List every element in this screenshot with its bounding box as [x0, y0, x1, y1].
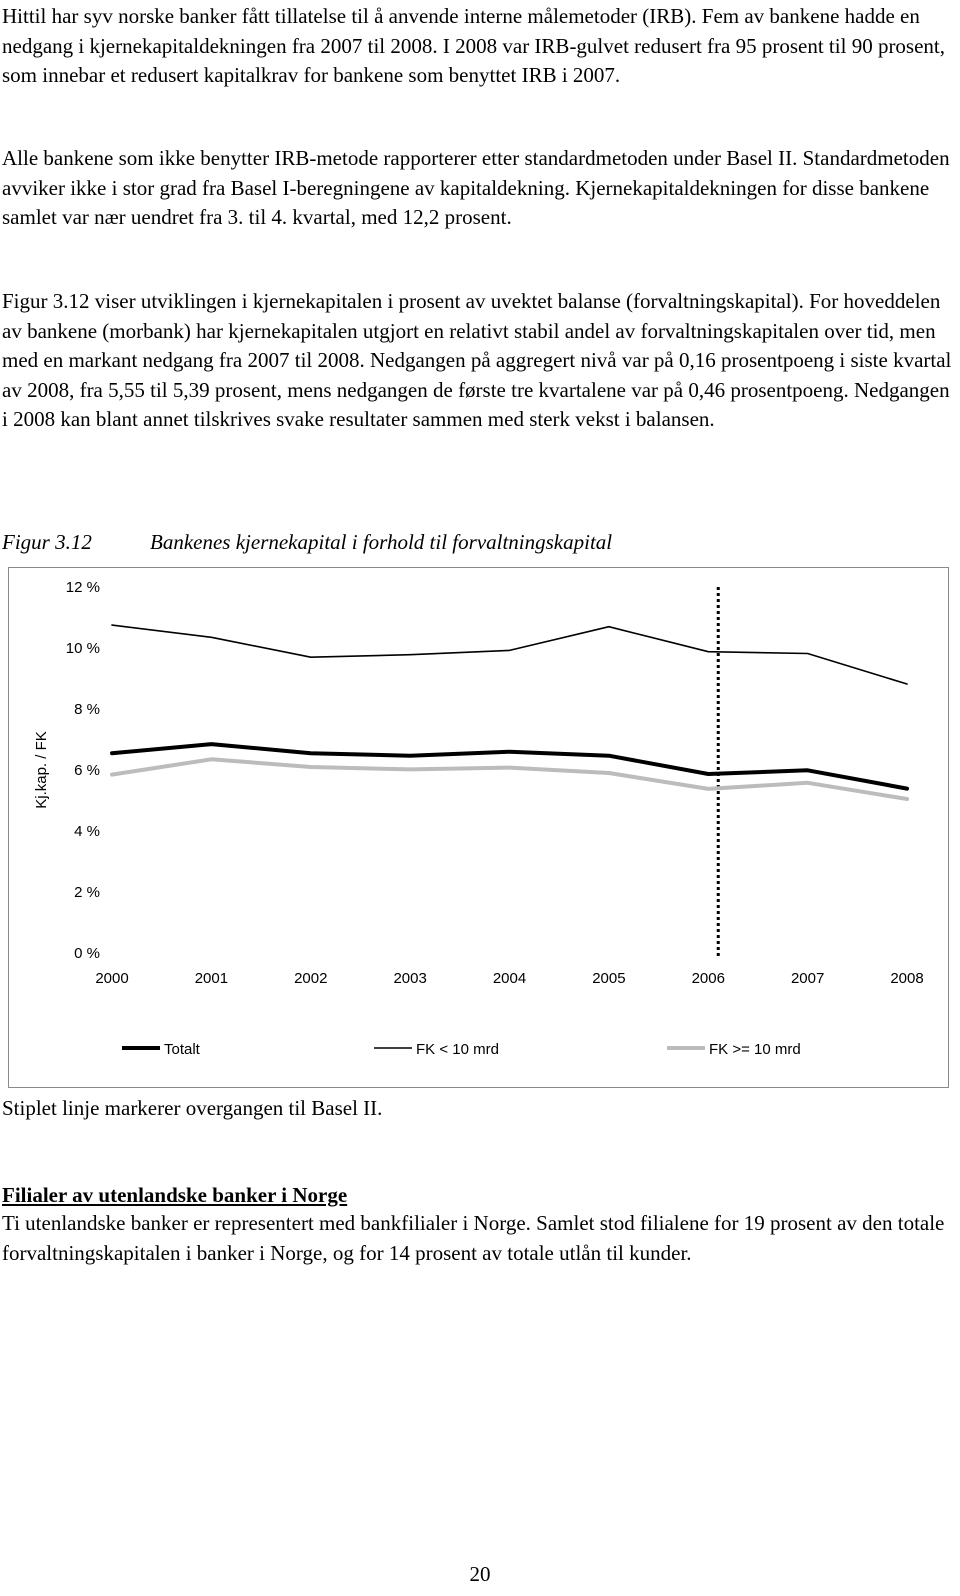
legend-label: FK >= 10 mrd [709, 1041, 801, 1058]
section-heading: Filialer av utenlandske banker i Norge [2, 1183, 348, 1207]
chart-frame [8, 567, 949, 1088]
series-line [112, 759, 907, 799]
paragraph-standardmetoden: Alle bankene som ikke benytter IRB-metode rapporterer etter standardmetoden under Basel II. Standardmetoden avviker ikke i stor grad fra Basel I-beregningene av kapitaldekning. Kjernekapitaldekningen for disse bankene samlet var nær uendret fra 3. til 4. kvartal, med 12,2 prosent. [2, 146, 950, 229]
x-tick-label: 2002 [294, 970, 328, 987]
legend-label: Totalt [164, 1041, 200, 1058]
y-tick-label: 12 % [65, 579, 100, 596]
y-tick-label: 8 % [74, 701, 100, 718]
x-tick-label: 2006 [691, 970, 725, 987]
paragraph-figur-description: Figur 3.12 viser utviklingen i kjernekapitalen i prosent av uvektet balanse (forvaltningskapital). For hoveddelen av bankene (morbank) har kjernekapitalen utgjort en relativt stabil andel av forvaltningskapitalen over tid, men med en markant nedgang fra 2007 til 2008. Nedgangen på aggregert nivå var på 0,16 prosentpoeng i siste kvartal av 2008, fra 5,55 til 5,39 prosent, mens nedgangen de første tre kvartalene var på 0,46 prosentpoeng. Nedgangen i 2008 kan blant annet tilskrives svake resultater sammen med sterk vekst i balansen. [2, 289, 952, 431]
figure-title: Bankenes kjernekapital i forhold til forvaltningskapital [150, 530, 613, 554]
x-tick-label: 2000 [95, 970, 129, 987]
series-line [112, 625, 907, 684]
page-number: 20 [469, 1562, 491, 1586]
figure-number: Figur 3.12 [2, 530, 92, 554]
line-chart [9, 568, 950, 1089]
x-tick-label: 2007 [790, 970, 825, 987]
y-tick-label: 0 % [74, 945, 100, 962]
y-tick-label: 4 % [74, 823, 100, 840]
y-tick-label: 2 % [74, 884, 100, 901]
y-axis-title: Kj.kap. / FK [33, 731, 50, 809]
x-tick-label: 2008 [890, 970, 924, 987]
y-tick-label: 6 % [74, 762, 100, 779]
figure-note: Stiplet linje markerer overgangen til Basel II. [2, 1096, 383, 1120]
paragraph-irb: Hittil har syv norske banker fått tillatelse til å anvende interne målemetoder (IRB). Fem av bankene hadde en nedgang i kjernekapitaldekningen fra 2007 til 2008. I 2008 var IRB-gulvet redusert fra 95 prosent til 90 prosent, som innebar et redusert kapitalkrav for bankene som benyttet IRB i 2007. [2, 4, 946, 87]
legend-label: FK < 10 mrd [416, 1041, 499, 1058]
x-tick-label: 2004 [492, 970, 527, 987]
y-tick-label: 10 % [65, 640, 100, 657]
x-tick-label: 2003 [393, 970, 427, 987]
section-paragraph: Ti utenlandske banker er representert med bankfilialer i Norge. Samlet stod filialene for 19 prosent av den totale forvaltningskapitalen i banker i Norge, og for 14 prosent av totale utlån til kunder. [2, 1211, 945, 1265]
x-tick-label: 2001 [194, 970, 229, 987]
x-tick-label: 2005 [592, 970, 626, 987]
